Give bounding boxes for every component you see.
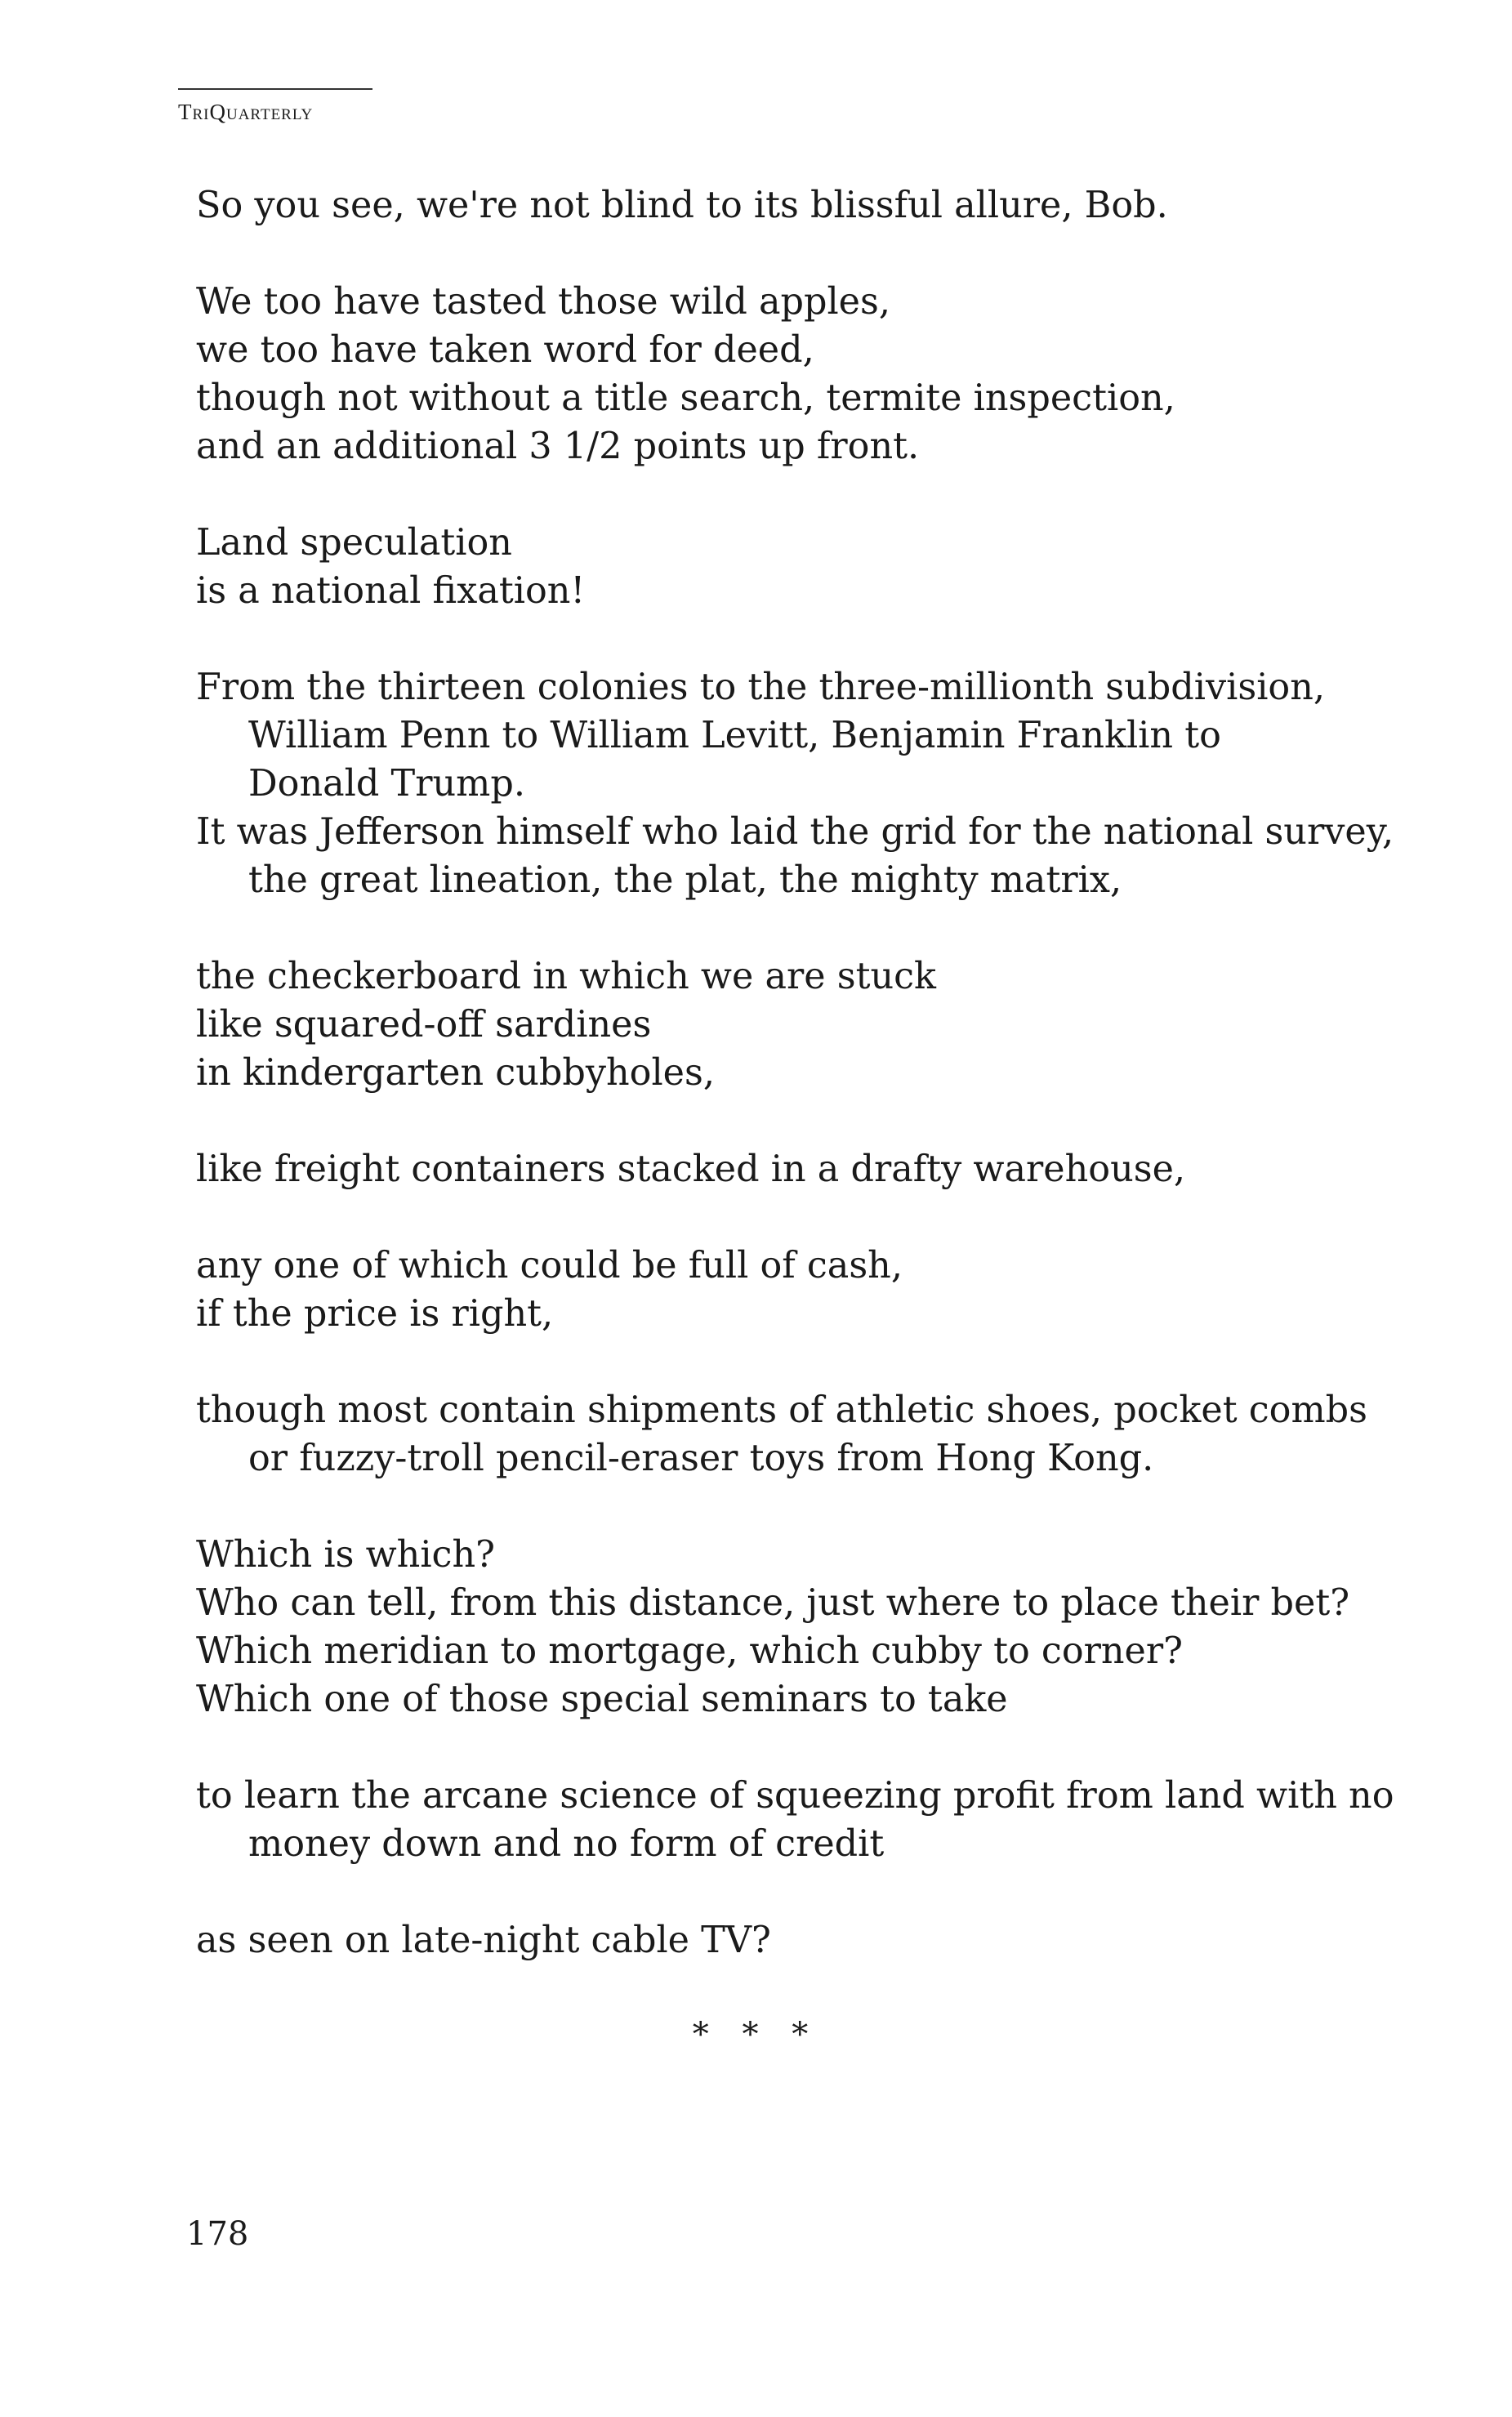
stanza [196,1242,1397,1338]
poem-line: though not without a title search, termite inspection, [196,377,1175,419]
poem-line: Which is which? [196,1534,495,1576]
stanza [196,1772,1397,1868]
poem-line-indented: Donald Trump. [248,763,525,805]
stanza [196,1145,1397,1193]
stanza [196,1531,1397,1724]
poem-line: So you see, we're not blind to its blissful allure, Bob. [196,185,1168,226]
poem-line-indented: William Penn to William Levitt, Benjamin Franklin to [248,715,1221,756]
poem-line: like freight containers stacked in a drafty warehouse, [196,1148,1186,1190]
stanza [196,519,1397,615]
poem-line: Land speculation [196,522,512,564]
poem-line: to learn the arcane science of squeezing profit from land with no [196,1775,1394,1817]
stanza [196,181,1397,230]
poem-line: in kindergarten cubbyholes, [196,1052,715,1094]
poem-line-indented: or fuzzy-troll pencil-eraser toys from Hong Kong. [248,1438,1154,1479]
poem-line: we too have taken word for deed, [196,329,814,371]
stanza [196,1386,1397,1483]
stanza [196,278,1397,470]
poem-line: if the price is right, [196,1293,554,1335]
poem-line: Which meridian to mortgage, which cubby to corner? [196,1630,1184,1672]
poem-line-indented: money down and no form of credit [248,1823,885,1865]
stanza [196,663,1397,808]
poem-line: though most contain shipments of athletic shoes, pocket combs [196,1389,1367,1431]
poem-line: Which one of those special seminars to take [196,1679,1008,1720]
poem-line: any one of which could be full of cash, [196,1245,903,1287]
poem-line: the checkerboard in which we are stuck [196,956,937,997]
poem-line: We too have tasted those wild apples, [196,281,890,323]
stanza [196,952,1397,1097]
poem-line: as seen on late-night cable TV? [196,1920,771,1961]
stanza [196,808,1397,904]
poem-body [196,181,1397,2013]
poem-line: is a national fixation! [196,570,586,612]
running-head: TriQuarterly [178,88,372,125]
poem-line: Who can tell, from this distance, just where to place their bet? [196,1582,1350,1624]
poem-line: like squared-off sardines [196,1004,652,1046]
poem-line: It was Jefferson himself who laid the grid for the national survey, [196,811,1394,853]
poem-line: and an additional 3 1/2 points up front. [196,426,920,467]
poem-line-indented: the great lineation, the plat, the mighty matrix, [248,859,1122,901]
poem-line: From the thirteen colonies to the three-millionth subdivision, [196,667,1326,708]
stanza [196,1916,1397,1964]
section-break: * * * [692,2016,820,2054]
page-number: 178 [186,2215,249,2253]
